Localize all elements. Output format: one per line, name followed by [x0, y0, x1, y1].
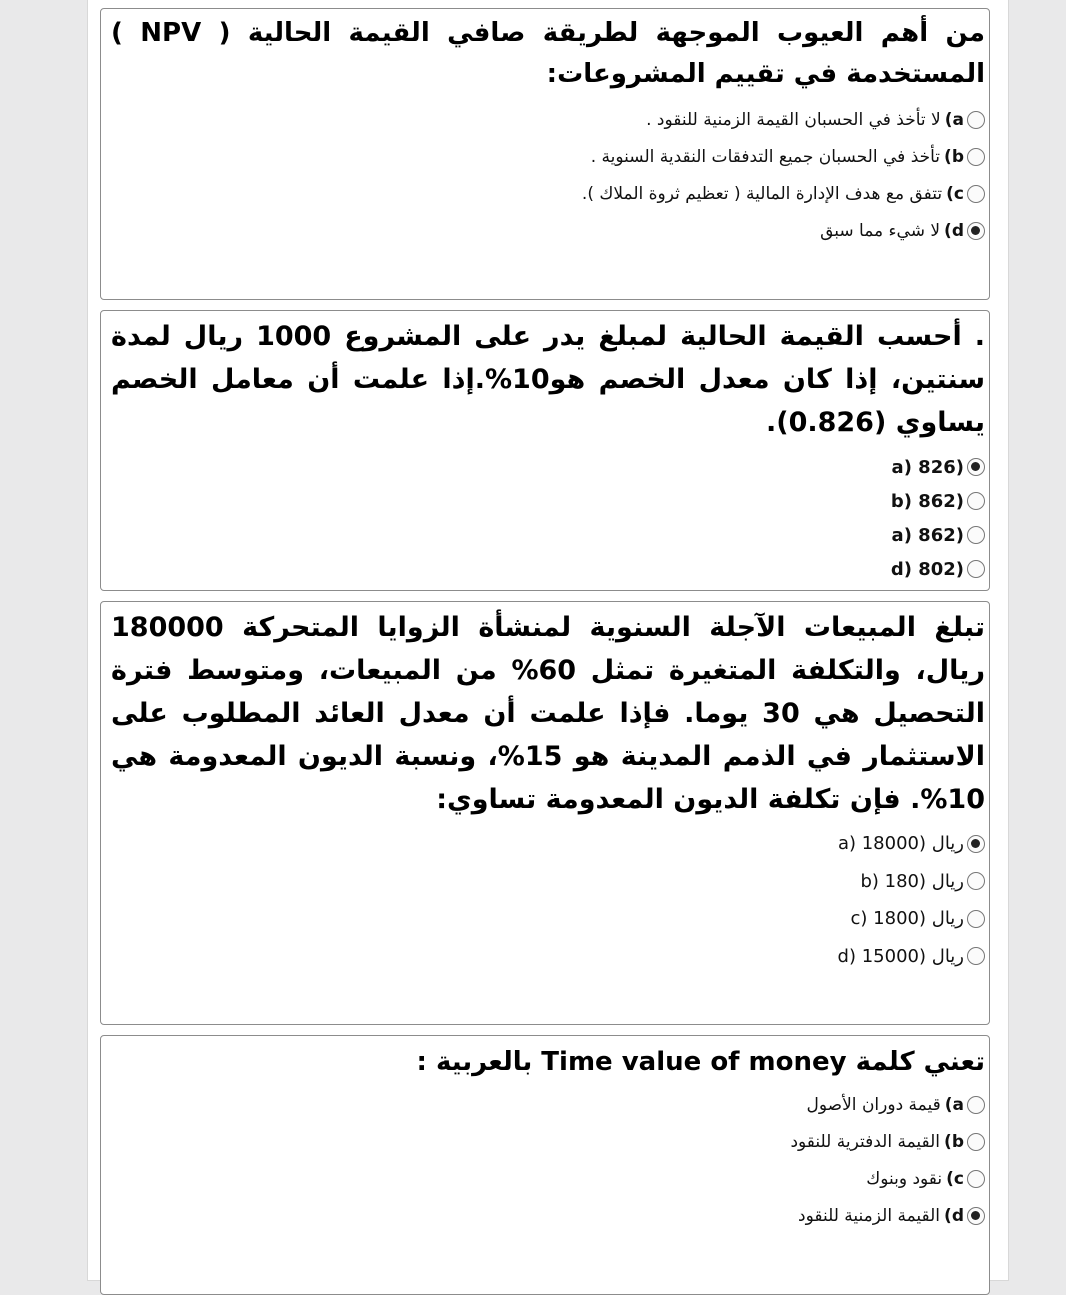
question-card-3 — [100, 601, 990, 1025]
radio-button-icon[interactable] — [967, 111, 985, 129]
option-a[interactable] — [111, 1086, 985, 1123]
option-letter: (a — [944, 109, 964, 130]
option-label: لا شيء مما سبق — [820, 220, 941, 241]
option-b[interactable] — [111, 863, 985, 901]
option-label: لا تأخذ في الحسبان القيمة الزمنية للنقود . — [646, 109, 941, 130]
option-label: تتفق مع هدف الإدارة المالية ( تعظيم ثروة الملاك ). — [581, 183, 943, 204]
option-label: قيمة دوران الأصول — [806, 1094, 941, 1115]
options-list — [111, 825, 985, 975]
option-c[interactable] — [111, 175, 985, 212]
question-card-1 — [100, 8, 990, 300]
option-letter: (d — [944, 1205, 964, 1226]
option-c[interactable] — [111, 1160, 985, 1197]
option-letter: (b — [944, 1131, 964, 1152]
option-letter: (c — [946, 183, 964, 204]
radio-button-selected-icon[interactable] — [967, 458, 985, 476]
radio-button-icon[interactable] — [967, 492, 985, 510]
option-b[interactable] — [111, 138, 985, 175]
option-label: d) 802) — [890, 558, 964, 580]
option-label: القيمة الدفترية للنقود — [790, 1131, 941, 1152]
radio-button-selected-icon[interactable] — [967, 1207, 985, 1225]
option-c[interactable] — [111, 900, 985, 938]
question-text: من أهم العيوب الموجهة لطريقة صافي القيمة الحالية ( NPV ) المستخدمة في تقييم المشروعات: — [111, 18, 985, 89]
option-d[interactable] — [111, 212, 985, 249]
radio-button-icon[interactable] — [967, 560, 985, 578]
option-label: c) 1800) ريال — [850, 908, 964, 930]
radio-button-icon[interactable] — [967, 185, 985, 203]
question-card-4 — [100, 1035, 990, 1295]
option-d[interactable] — [111, 1197, 985, 1234]
radio-button-icon[interactable] — [967, 1096, 985, 1114]
option-letter: (b — [944, 146, 964, 167]
option-b[interactable] — [111, 484, 985, 518]
option-label: a) 862) — [891, 524, 964, 546]
radio-button-icon[interactable] — [967, 947, 985, 965]
radio-button-icon[interactable] — [967, 872, 985, 890]
option-c[interactable] — [111, 518, 985, 552]
option-label: a) 826) — [891, 456, 964, 478]
option-label: d) 15000) ريال — [837, 945, 964, 967]
options-list — [111, 450, 985, 586]
options-list — [111, 1086, 985, 1234]
option-label: a) 18000) ريال — [837, 833, 964, 855]
option-letter: (d — [944, 220, 964, 241]
option-a[interactable] — [111, 101, 985, 138]
radio-button-selected-icon[interactable] — [967, 222, 985, 240]
option-b[interactable] — [111, 1123, 985, 1160]
radio-button-icon[interactable] — [967, 1133, 985, 1151]
question-card-2 — [100, 310, 990, 591]
option-d[interactable] — [111, 938, 985, 976]
option-label: b) 862) — [890, 490, 964, 512]
option-letter: (c — [946, 1168, 964, 1189]
option-label: نقود وبنوك — [866, 1168, 943, 1189]
radio-button-icon[interactable] — [967, 526, 985, 544]
question-text: تبلغ المبيعات الآجلة السنوية لمنشأة الزوايا المتحركة 180000 ريال، والتكلفة المتغيرة تمثل 60% من المبيعات، ومتوسط فترة التحصيل هي 30 يوما. فإذا علمت أن معدل العائد المطلوب على الاستثمار في الذمم المدينة هو 15%، ونسبة الديون المعدومة هي 10%. فإن تكلفة الديون المعدومة تساوي: — [111, 612, 986, 815]
option-label: b) 180) ريال — [860, 870, 964, 892]
radio-button-icon[interactable] — [967, 1170, 985, 1188]
radio-button-selected-icon[interactable] — [967, 835, 985, 853]
option-d[interactable] — [111, 552, 985, 586]
option-label: القيمة الزمنية للنقود — [798, 1205, 941, 1226]
options-list — [111, 101, 985, 249]
option-label: تأخذ في الحسبان جميع التدفقات النقدية السنوية . — [590, 146, 941, 167]
option-letter: (a — [944, 1094, 964, 1115]
option-a[interactable] — [111, 450, 985, 484]
question-text: . أحسب القيمة الحالية لمبلغ يدر على المشروع 1000 ريال لمدة سنتين، إذا كان معدل الخصم هو10%.إذا علمت أن معامل الخصم يساوي (0.826). — [111, 321, 985, 438]
option-a[interactable] — [111, 825, 985, 863]
radio-button-icon[interactable] — [967, 910, 985, 928]
question-text: تعني كلمة Time value of money بالعربية : — [416, 1047, 985, 1077]
radio-button-icon[interactable] — [967, 148, 985, 166]
